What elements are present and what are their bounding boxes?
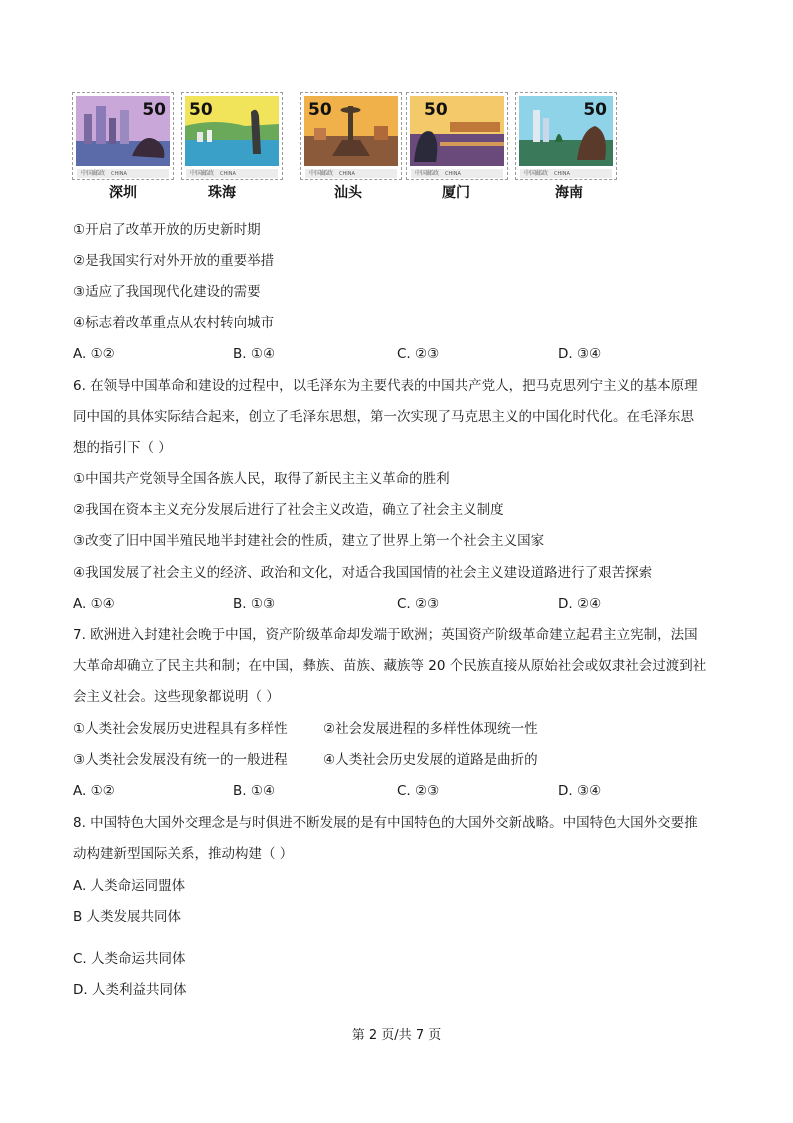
stamp-caption-hainan: 海南 (555, 185, 583, 201)
q6-option-b[interactable]: B. ①③ (233, 596, 276, 612)
stamp-art (519, 96, 613, 166)
stamp-post-label (411, 169, 503, 178)
stamp-denomination: 50 (189, 100, 213, 120)
q8-stem-line: 8. 中国特色大国外交理念是与时俱进不断发展的是有中国特色的大国外交新战略。中国特色大国外交要推 (73, 815, 698, 831)
q5-option-c[interactable]: C. ②③ (397, 346, 440, 362)
stamp-illustration (72, 92, 622, 204)
stamp-post-label (520, 169, 612, 178)
q7-option-d[interactable]: D. ③④ (558, 783, 602, 799)
stamp-art (410, 96, 504, 166)
stamp-caption-shantou: 汕头 (334, 185, 362, 201)
stamp-shantou (300, 92, 402, 180)
q6-statement: ④我国发展了社会主义的经济、政治和文化，对适合我国国情的社会主义建设道路进行了艰苦探索 (73, 565, 653, 581)
stamp-caption-zhuhai: 珠海 (208, 185, 236, 201)
q6-statement: ②我国在资本主义充分发展后进行了社会主义改造，确立了社会主义制度 (73, 502, 504, 518)
stamp-denomination: 50 (308, 100, 332, 120)
page-number: 第 2 页/共 7 页 (351, 1028, 442, 1043)
post-cn: 中国邮政 (81, 170, 106, 177)
q6-option-d[interactable]: D. ②④ (558, 596, 602, 612)
q7-option-c[interactable]: C. ②③ (397, 783, 440, 799)
post-en: CHINA (220, 171, 236, 177)
stamp-post-label (186, 169, 278, 178)
post-en: CHINA (111, 171, 127, 177)
q6-option-a[interactable]: A. ①④ (73, 596, 115, 612)
post-cn: 中国邮政 (524, 170, 549, 177)
q6-statement: ①中国共产党领导全国各族人民，取得了新民主主义革命的胜利 (73, 471, 450, 487)
post-cn: 中国邮政 (415, 170, 440, 177)
q7-stem-line: 大革命却确立了民主共和制；在中国，彝族、苗族、藏族等 20 个民族直接从原始社会或奴隶社会过渡到社 (73, 658, 707, 674)
q6-stem-line: 想的指引下（ ） (73, 440, 172, 456)
q7-statement: ③人类社会发展没有统一的一般进程 (73, 752, 288, 768)
q5-option-b[interactable]: B. ①④ (233, 346, 276, 362)
q6-stem-line: 同中国的具体实际结合起来，创立了毛泽东思想，第一次实现了马克思主义的中国化时代化。在毛泽东思 (73, 409, 694, 425)
q8-option-c[interactable]: C. 人类命运共同体 (73, 951, 186, 967)
post-en: CHINA (445, 171, 461, 177)
post-cn: 中国邮政 (190, 170, 215, 177)
stamp-hainan (515, 92, 617, 180)
q5-option-d[interactable]: D. ③④ (558, 346, 602, 362)
q8-stem-line: 动构建新型国际关系，推动构建（ ） (73, 846, 294, 862)
q7-option-a[interactable]: A. ①② (73, 783, 115, 799)
q6-option-c[interactable]: C. ②③ (397, 596, 440, 612)
stamp-xiamen (406, 92, 508, 180)
q7-stem-line: 7. 欧洲进入封建社会晚于中国，资产阶级革命却发端于欧洲；英国资产阶级革命建立起君主立宪制，法国 (73, 627, 698, 643)
stamp-denomination: 50 (424, 100, 448, 120)
q7-option-b[interactable]: B. ①④ (233, 783, 276, 799)
q7-stem-line: 会主义社会。这些现象都说明（ ） (73, 689, 280, 705)
q6-statement: ③改变了旧中国半殖民地半封建社会的性质，建立了世界上第一个社会主义国家 (73, 533, 545, 549)
q8-option-d[interactable]: D. 人类利益共同体 (73, 982, 187, 998)
stamp-art (76, 96, 170, 166)
q7-statement: ④人类社会历史发展的道路是曲折的 (323, 752, 538, 768)
q5-statement: ④标志着改革重点从农村转向城市 (73, 315, 275, 331)
q5-option-a[interactable]: A. ①② (73, 346, 115, 362)
stamp-post-label (77, 169, 169, 178)
stamp-zhuhai (181, 92, 283, 180)
q8-option-b[interactable]: B 人类发展共同体 (73, 909, 182, 925)
q5-statement: ①开启了改革开放的历史新时期 (73, 222, 261, 238)
post-en: CHINA (554, 171, 570, 177)
post-cn: 中国邮政 (309, 170, 334, 177)
stamp-art (304, 96, 398, 166)
post-en: CHINA (339, 171, 355, 177)
stamp-denomination: 50 (142, 100, 166, 120)
stamp-denomination: 50 (583, 100, 607, 120)
q5-statement: ③适应了我国现代化建设的需要 (73, 284, 261, 300)
q7-statement: ①人类社会发展历史进程具有多样性 (73, 721, 288, 737)
stamp-art (185, 96, 279, 166)
q5-statement: ②是我国实行对外开放的重要举措 (73, 253, 275, 269)
stamp-shenzhen (72, 92, 174, 180)
stamp-caption-shenzhen: 深圳 (109, 185, 137, 201)
q8-option-a[interactable]: A. 人类命运同盟体 (73, 878, 186, 894)
stamp-caption-xiamen: 厦门 (442, 185, 470, 201)
q6-stem-line: 6. 在领导中国革命和建设的过程中，以毛泽东为主要代表的中国共产党人，把马克思列宁主义的基本原理 (73, 378, 698, 394)
stamp-post-label (305, 169, 397, 178)
q7-statement: ②社会发展进程的多样性体现统一性 (323, 721, 538, 737)
